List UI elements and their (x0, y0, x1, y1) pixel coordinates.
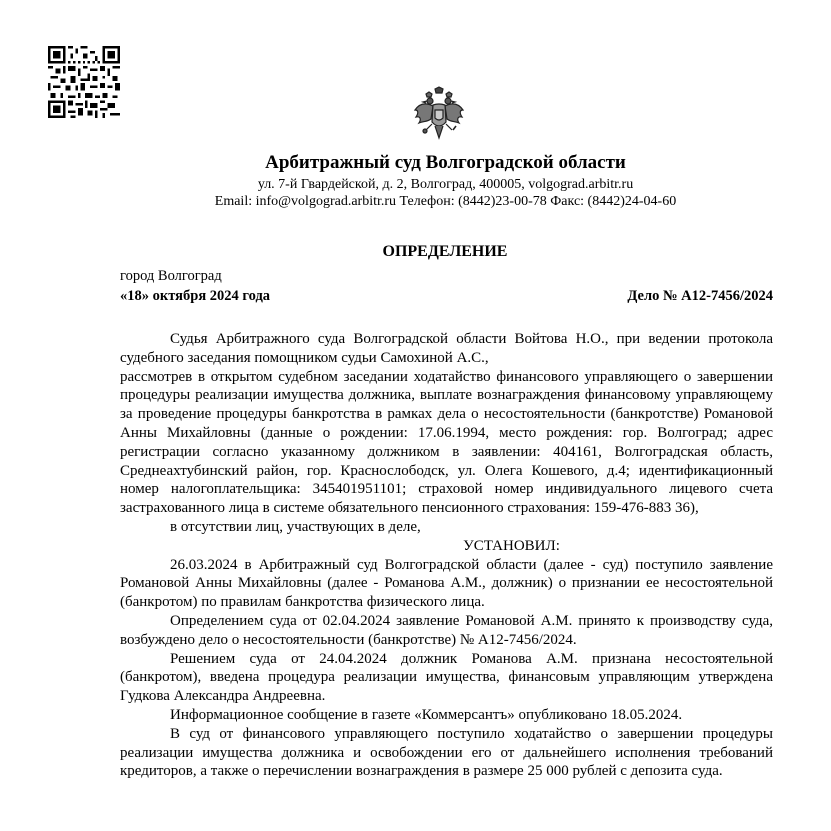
paragraph-application: 26.03.2024 в Арбитражный суд Волгоградской области (далее - суд) поступило заявление Романовой Анны Михайловны (далее - Романова А.М., должник) о признании ее несостоятельной (банкротом) по правилам банкротства физического лица. (120, 556, 773, 611)
court-name: Арбитражный суд Волгоградской области (265, 152, 626, 173)
document-city: город Волгоград (120, 268, 222, 284)
document-title: ОПРЕДЕЛЕНИЕ (382, 243, 508, 260)
paragraph-absence: в отсутствии лиц, участвующих в деле, (170, 518, 421, 535)
qr-code-icon (48, 46, 120, 118)
paragraph-considered: рассмотрев в открытом судебном заседании ходатайство финансового управляющего о завершении процедуры реализации имущества должника, выплате вознаграждения финансовому управляющему за проведение процедуры банкротства в рамках дела о несостоятельности (банкротстве) Романовой Анны Михайловны (данные о рождении: 17.06.1994, место рождения: гор. Волгоград; адрес регистрации согласно указанному должником в заявлении: 404161, Волгоградская область, Среднеахтубинский район, гор. Краснослободск, ул. Олега Кошевого, д.4; идентификационный номер налогоплательщика: 345401951101; страховой номер индивидуального лицевого счета застрахованного лица в системе обязательного пенсионного страхования: 159-476-883 36), (120, 368, 773, 517)
paragraph-decision: Решением суда от 24.04.2024 должник Романова А.М. признана несостоятельной (банкротом), введена процедура реализации имущества, финансовым управляющим утверждена Гудкова Александра Андреевна. (120, 650, 773, 705)
paragraph-judge: Судья Арбитражного суда Волгоградской области Войтова Н.О., при ведении протокола судебного заседания помощником судьи Самохиной А.С., (120, 331, 773, 366)
established-heading: УСТАНОВИЛ: (463, 537, 560, 554)
paragraph-acceptance: Определением суда от 02.04.2024 заявление Романовой А.М. принято к производству суда, возбуждено дело о несостоятельности (банкротстве) № А12-7456/2024. (120, 612, 773, 648)
court-address: ул. 7-й Гвардейской, д. 2, Волгоград, 400005, volgograd.arbitr.ru (257, 177, 634, 192)
document-body (120, 330, 773, 781)
paragraph-publication: Информационное сообщение в газете «Коммерсантъ» опубликовано 18.05.2024. (170, 706, 683, 723)
paragraph-petition: В суд от финансового управляющего поступило ходатайство о завершении процедуры реализации имущества должника и освобождении его от дальнейшего исполнения требований кредиторов, а также о перечислении вознаграждения в размере 25 000 рублей с депозита суда. (120, 725, 773, 780)
document-date: «18» октября 2024 года (120, 288, 271, 304)
coat-of-arms-icon (413, 86, 465, 142)
case-number: Дело № А12-7456/2024 (627, 288, 773, 304)
court-contacts: Email: info@volgograd.arbitr.ru Телефон: (8442)23-00-78 Факс: (8442)24-04-60 (214, 194, 677, 209)
